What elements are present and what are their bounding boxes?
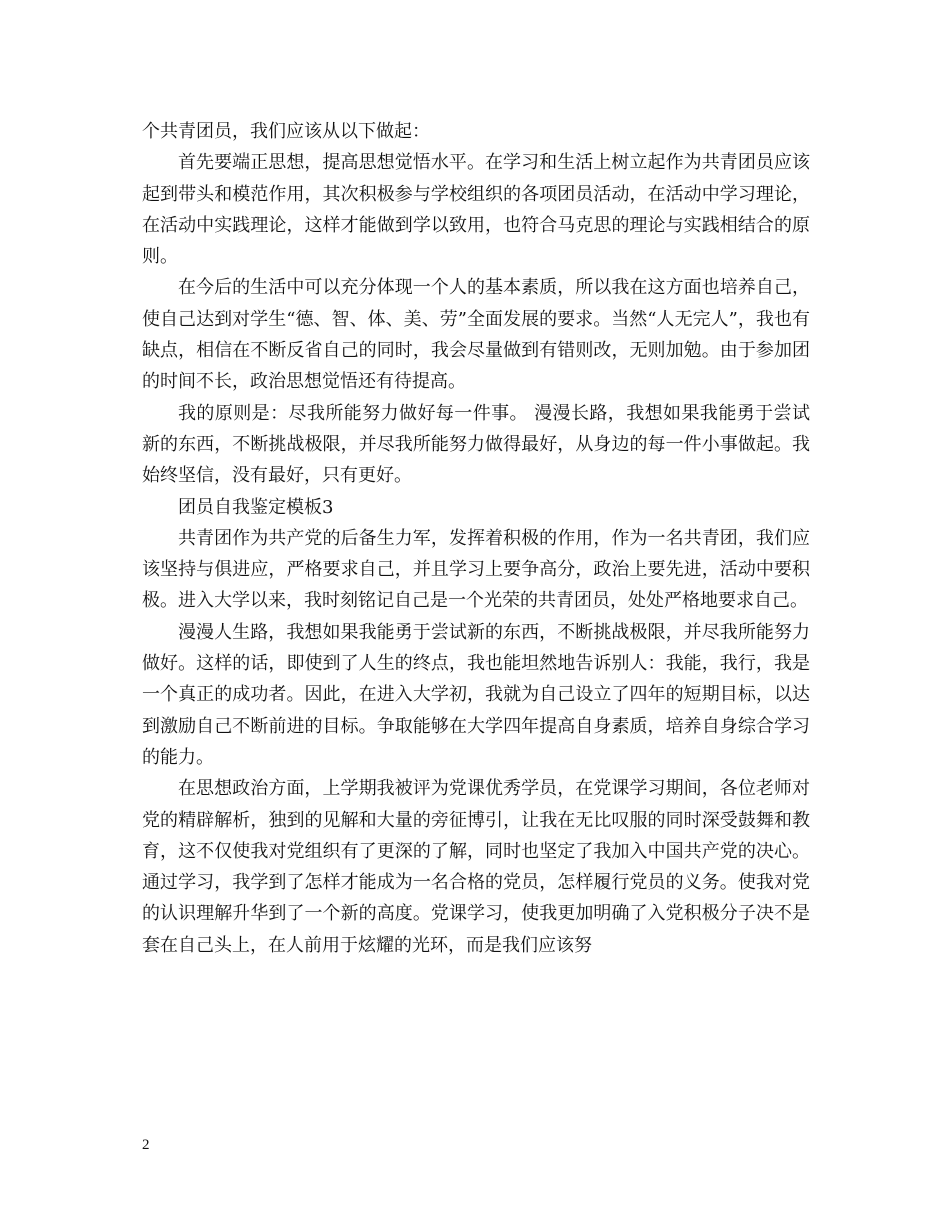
section-heading: 团员自我鉴定模板3 — [178, 496, 334, 518]
body-text — [142, 116, 810, 961]
paragraph: 我的原则是：尽我所能努力做好每一件事。 漫漫长路，我想如果我能勇于尝试新的东西，不断挑战极限，并尽我所能努力做得最好，从身边的每一件小事做起。我始终坚信，没有最好，只有更好。 — [142, 402, 810, 487]
page-number: 2 — [142, 1137, 150, 1153]
paragraph: 共青团作为共产党的后备生力军，发挥着积极的作用，作为一名共青团，我们应该坚持与俱进应，严格要求自己，并且学习上要争高分，政治上要先进，活动中要积极。进入大学以来，我时刻铭记自己是一个光荣的共青团员，处处严格地要求自己。 — [142, 527, 810, 612]
paragraph: 首先要端正思想，提高思想觉悟水平。在学习和生活上树立起作为共青团员应该起到带头和模范作用，其次积极参与学校组织的各项团员活动，在活动中学习理论，在活动中实践理论，这样才能做到学以致用，也符合马克思的理论与实践相结合的原则。 — [142, 152, 810, 268]
paragraph: 在思想政治方面，上学期我被评为党课优秀学员，在党课学习期间，各位老师对党的精辟解析，独到的见解和大量的旁征博引，让我在无比叹服的同时深受鼓舞和教育，这不仅使我对党组织有了更深的了解，同时也坚定了我加入中国共产党的决心。通过学习，我学到了怎样才能成为一名合格的党员，怎样履行党员的义务。使我对党的认识理解升华到了一个新的高度。党课学习，使我更加明确了入党积极分子决不是套在自己头上，在人前用于炫耀的光环，而是我们应该努 — [142, 778, 810, 956]
paragraph: 漫漫人生路，我想如果我能勇于尝试新的东西，不断挑战极限，并尽我所能努力做好。这样的话，即使到了人生的终点，我也能坦然地告诉别人：我能，我行，我是一个真正的成功者。因此，在进入大学初，我就为自己设立了四年的短期目标，以达到激励自己不断前进的目标。争取能够在大学四年提高自身素质，培养自身综合学习的能力。 — [142, 621, 810, 768]
paragraph: 在今后的生活中可以充分体现一个人的基本素质，所以我在这方面也培养自己，使自己达到对学生“德、智、体、美、劳”全面发展的要求。当然“人无完人”，我也有缺点，相信在不断反省自己的同时，我会尽量做到有错则改，无则加勉。由于参加团的时间不长，政治思想觉悟还有待提高。 — [142, 277, 810, 393]
paragraph-continuation: 个共青团员，我们应该从以下做起： — [142, 121, 430, 142]
